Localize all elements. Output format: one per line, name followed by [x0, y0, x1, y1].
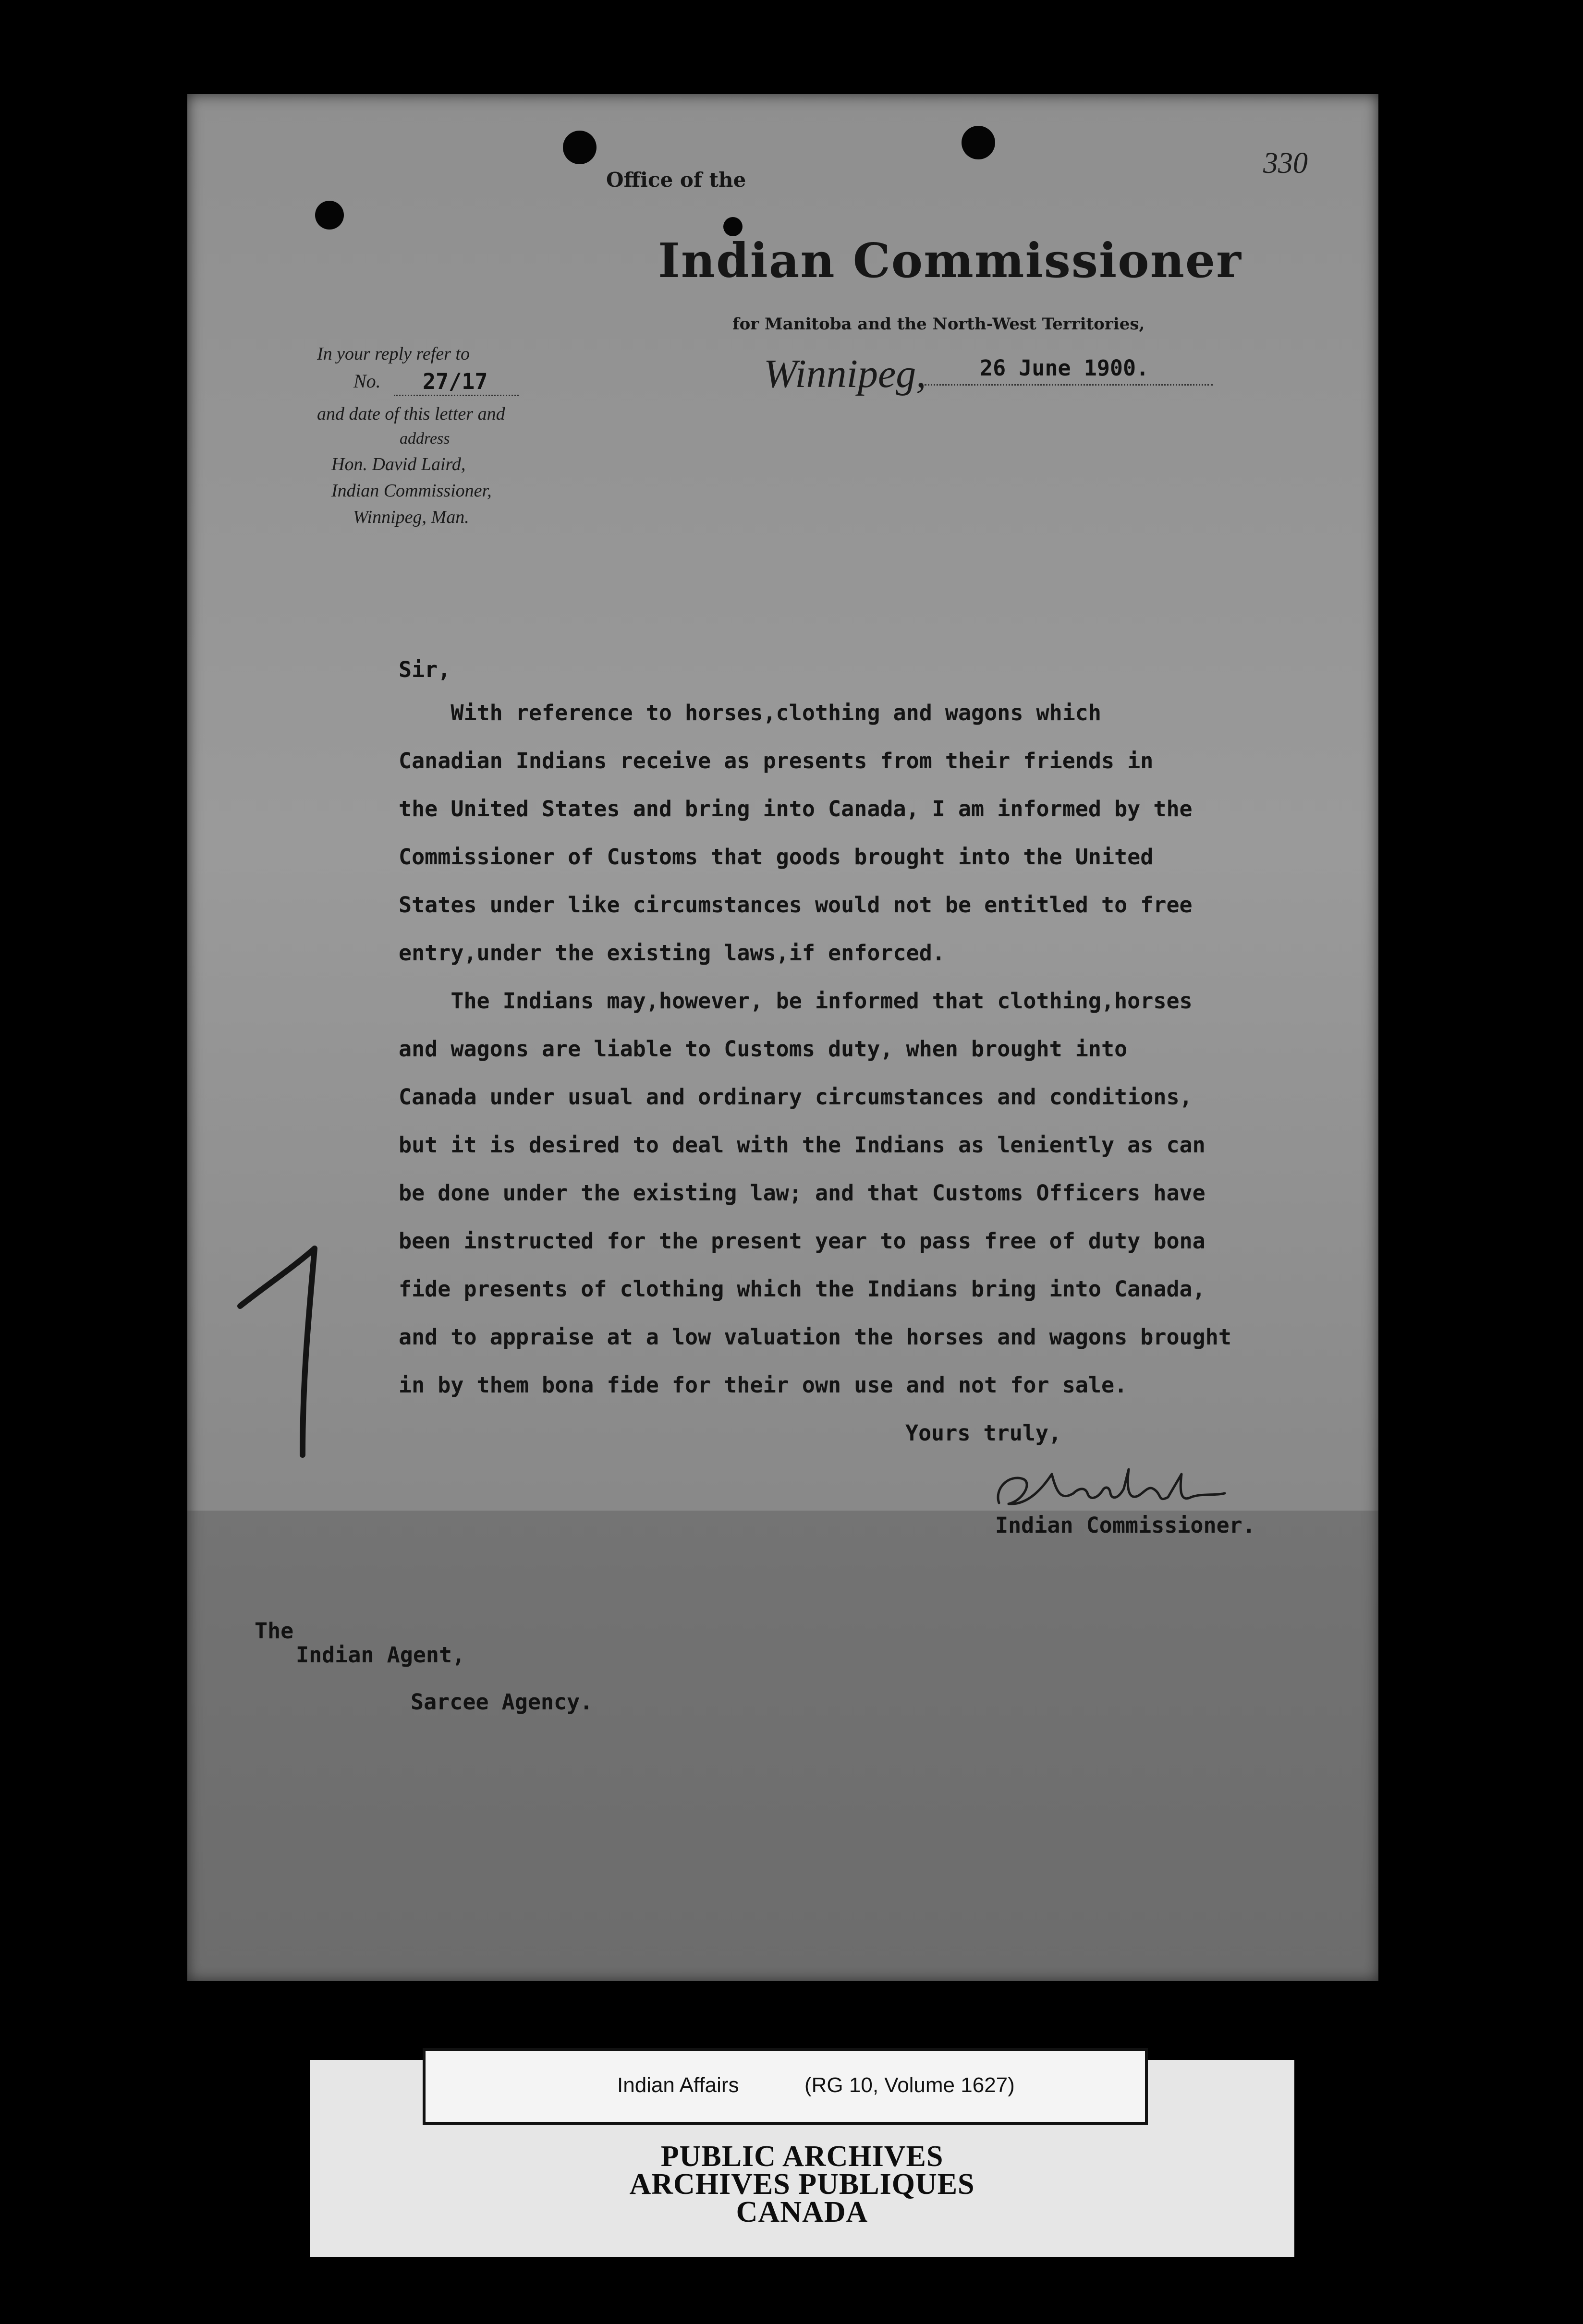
- salutation: Sir,: [399, 657, 451, 682]
- body-line: Canadian Indians receive as presents from their friends in: [399, 748, 1154, 774]
- body-line: Commissioner of Customs that goods brought into the United: [399, 844, 1154, 870]
- body-line: entry,under the existing laws,if enforced.: [399, 940, 945, 966]
- date-rule: [925, 384, 1213, 386]
- addressee-the: The: [255, 1618, 294, 1644]
- body-line: States under like circumstances would not be entitled to free: [399, 892, 1193, 918]
- handwritten-margin-mark: [231, 1234, 341, 1465]
- body-line: been instructed for the present year to pass free of duty bona: [399, 1228, 1206, 1254]
- reply-number: 27/17: [423, 369, 488, 394]
- body-line: Canada under usual and ordinary circumstances and conditions,: [399, 1084, 1193, 1110]
- body-line: but it is desired to deal with the Indians as leniently as can: [399, 1132, 1206, 1158]
- reply-number-label: No.: [353, 370, 381, 392]
- letterhead-subtitle: for Manitoba and the North-West Territories,: [732, 315, 1145, 334]
- punch-hole: [962, 126, 995, 159]
- body-line: the United States and bring into Canada, I am informed by the: [399, 796, 1193, 822]
- letter-date: 26 June 1900.: [980, 355, 1149, 381]
- body-line: The Indians may,however, be informed that clothing,horses: [399, 988, 1193, 1014]
- archives-line-country: CANADA: [736, 2196, 868, 2228]
- folio-number: 330: [1263, 147, 1308, 180]
- punch-hole: [563, 131, 597, 164]
- reply-address-label: address: [400, 430, 450, 448]
- reply-instruction: In your reply refer to: [317, 344, 470, 364]
- reply-addressee-city: Winnipeg, Man.: [353, 507, 469, 527]
- collection-label-box: [423, 2048, 1148, 2125]
- addressee-agency: Sarcee Agency.: [411, 1689, 593, 1715]
- reply-addressee-title: Indian Commissioner,: [331, 481, 492, 501]
- reply-addressee-name: Hon. David Laird,: [331, 454, 466, 474]
- body-line: fide presents of clothing which the Indians bring into Canada,: [399, 1276, 1206, 1302]
- archives-line-french: ARCHIVES PUBLIQUES: [629, 2168, 975, 2201]
- collection-reference: (RG 10, Volume 1627): [804, 2073, 1015, 2097]
- signature-title: Indian Commissioner.: [995, 1513, 1255, 1538]
- body-line: and to appraise at a low valuation the horses and wagons brought: [399, 1324, 1231, 1350]
- body-line: be done under the existing law; and that Customs Officers have: [399, 1180, 1206, 1206]
- letterhead-place: Winnipeg,: [764, 351, 926, 396]
- punch-hole: [315, 201, 344, 230]
- closing: Yours truly,: [905, 1420, 1062, 1446]
- reply-date-instruction: and date of this letter and: [317, 404, 505, 424]
- addressee-title: Indian Agent,: [296, 1642, 465, 1668]
- archives-line-english: PUBLIC ARCHIVES: [660, 2140, 944, 2173]
- body-line: and wagons are liable to Customs duty, when brought into: [399, 1036, 1128, 1062]
- office-of-label: Office of the: [606, 168, 746, 192]
- body-line: in by them bona fide for their own use and not for sale.: [399, 1372, 1128, 1398]
- signature: [989, 1460, 1230, 1517]
- collection-name: Indian Affairs: [617, 2073, 739, 2097]
- body-line: With reference to horses,clothing and wagons which: [399, 700, 1101, 726]
- reply-number-rule: [394, 395, 519, 396]
- letterhead-title: Indian Commissioner: [658, 233, 1242, 289]
- lower-shadow-band: [187, 1511, 1378, 1981]
